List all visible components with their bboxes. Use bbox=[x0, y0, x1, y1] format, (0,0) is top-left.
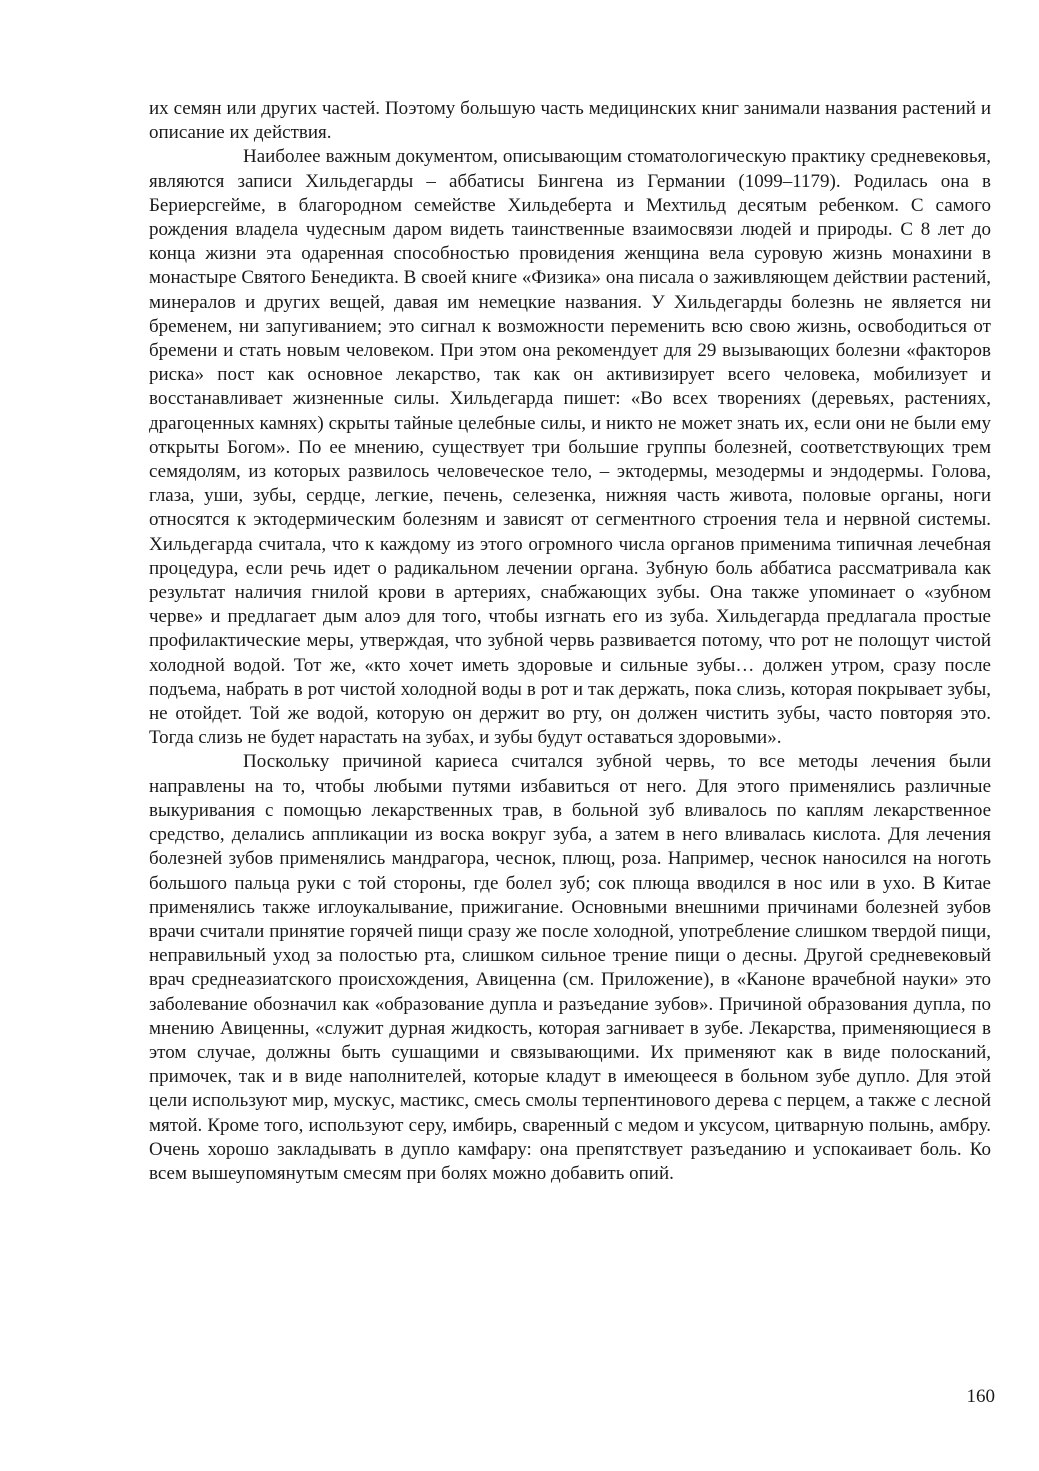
paragraph-continuation: их семян или других частей. Поэтому большую часть медицинских книг занимали названия растений и описание их действия. bbox=[149, 98, 991, 144]
body-text bbox=[149, 97, 991, 1186]
paragraph-caries-treatment: Поскольку причиной кариеса считался зубной червь, то все методы лечения были направлены на то, чтобы любыми путями избавиться от него. Для этого применялись различные выкуривания с помощью лекарственных трав, в больной зуб вливалось по каплям лекарственное средство, делались аппликации из воска вокруг зуба, а затем в него вливалась кислота. Для лечения болезней зубов применялись мандрагора, чеснок, плющ, роза. Например, чеснок наносился на ноготь большого пальца руки с той стороны, где болел зуб; сок плюща вводился в нос или в ухо. В Китае применялись также иглоукалывание, прижигание. Основными внешними причинами болезней зубов врачи считали принятие горячей пищи сразу же после холодной, употребление слишком твердой пищи, неправильный уход за полостью рта, слишком сильное трение пищи о десны. Другой средневековый врач среднеазиатского происхождения, Авиценна (см. Приложение), в «Каноне врачебной науки» это заболевание обозначил как «образование дупла и разъедание зубов». Причиной образования дупла, по мнению Авиценны, «служит дурная жидкость, которая загнивает в зубе. Лекарства, применяющиеся в этом случае, должны быть сушащими и связывающими. Их применяют как в виде полосканий, примочек, так и в виде наполнителей, которые кладут в имеющееся в больном зубе дупло. Для этой цели используют мир, мускус, мастикс, смесь смолы терпентинового дерева с перцем, а также с лесной мятой. Кроме того, используют серу, имбирь, сваренный с медом и уксусом, цитварную полынь, амбру. Очень хорошо закладывать в дупло камфару: она препятствует разъеданию и успокаивает боль. Ко всем вышеупомянутым смесям при болях можно добавить опий. bbox=[149, 751, 991, 1184]
paragraph-hildegard: Наиболее важным документом, описывающим стоматологическую практику средневековья, являются записи Хильдегарды – аббатисы Бингена из Германии (1099–1179). Родилась она в Бериерсгейме, в благородном семействе Хильдеберта и Мехтильд десятым ребенком. С самого рождения владела чудесным даром видеть таинственные взаимосвязи людей и природы. С 8 лет до конца жизни эта одаренная способностью провидения женщина вела суровую жизнь монахини в монастыре Святого Бенедикта. В своей книге «Физика» она писала о заживляющем действии растений, минералов и других вещей, давая им немецкие названия. У Хильдегарды болезнь не является ни бременем, ни запугиванием; это сигнал к возможности переменить всю свою жизнь, освободиться от бремени и стать новым человеком. При этом она рекомендует для 29 вызывающих болезни «факторов риска» пост как основное лекарство, так как он активизирует всего человека, мобилизует и восстанавливает жизненные силы. Хильдегарда пишет: «Во всех творениях (деревьях, растениях, драгоценных камнях) скрыты тайные целебные силы, и никто не может знать их, если они не были ему открыты Богом». По ее мнению, существует три большие группы болезней, соответствующих трем семядолям, из которых развилось человеческое тело, – эктодермы, мезодермы и эндодермы. Голова, глаза, уши, зубы, сердце, легкие, печень, селезенка, нижняя часть живота, половые органы, ноги относятся к эктодермическим болезням и зависят от сегментного строения тела и нервной системы. Хильдегарда считала, что к каждому из этого огромного числа органов применима типичная лечебная процедура, если речь идет о радикальном лечении органа. Зубную боль аббатиса рассматривала как результат наличия гнилой крови в артериях, снабжающих зубы. Она также упоминает о «зубном черве» и предлагает дым алоэ для того, чтобы изгнать его из зуба. Хильдегарда предлагала простые профилактические меры, утверждая, что зубной червь развивается потому, что рот не полощут чистой холодной водой. Тот же, «кто хочет иметь здоровые и сильные зубы… должен утром, сразу после подъема, набрать в рот чистой холодной воды в рот и так держать, пока слизь, которая покрывает зубы, не отойдет. Той же водой, которую он держит во рту, он должен чистить зубы, часто повторяя это. Тогда слизь не будет нарастать на зубах, и зубы будут оставаться здоровыми». bbox=[149, 146, 991, 749]
page-number: 160 bbox=[966, 1386, 995, 1407]
